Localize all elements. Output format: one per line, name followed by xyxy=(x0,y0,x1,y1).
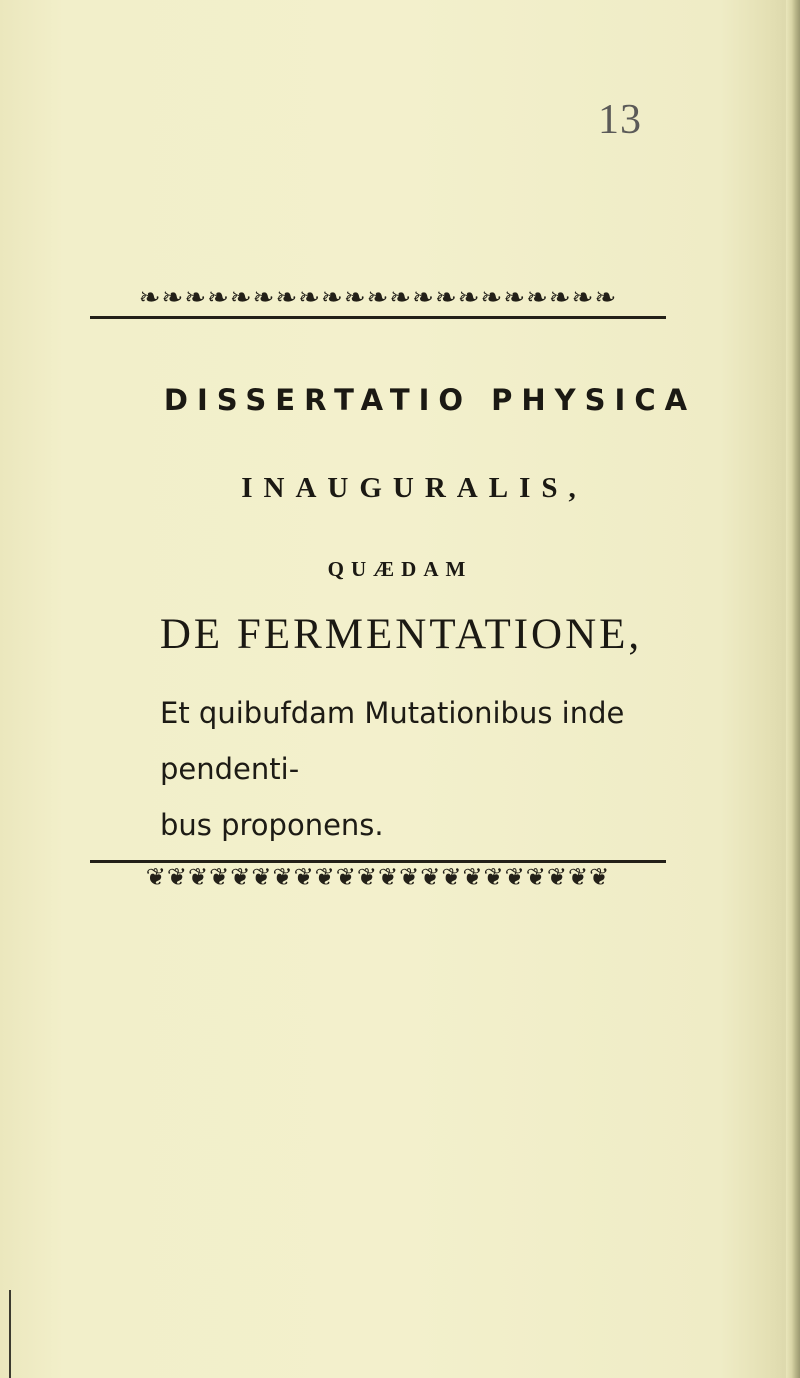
bottom-ornament-border xyxy=(90,860,666,895)
connector-word: QUÆDAM xyxy=(327,557,473,581)
title-description xyxy=(160,685,720,853)
top-fleuron-icon: ❧❧❧❧❧❧❧❧❧❧❧❧❧❧❧❧❧❧❧❧❧ xyxy=(138,284,618,313)
page-edge xyxy=(786,0,800,1378)
bottom-fleuron-icon: ❦❦❦❦❦❦❦❦❦❦❦❦❦❦❦❦❦❦❦❦❦❦ xyxy=(145,863,611,891)
page-number: 13 xyxy=(598,97,642,143)
dissertation-title: DISSERTATIO PHYSICA xyxy=(163,383,697,417)
binding-mark xyxy=(9,1290,11,1378)
dissertation-subtitle: INAUGURALIS, xyxy=(241,472,587,504)
main-topic-title: DE FERMENTATIONE, xyxy=(159,611,643,658)
description-line-2: bus proponens. xyxy=(160,808,384,842)
description-line-1: Et quibufdam Mutationibus inde pendenti- xyxy=(160,696,625,786)
top-ornament-border xyxy=(90,284,666,319)
